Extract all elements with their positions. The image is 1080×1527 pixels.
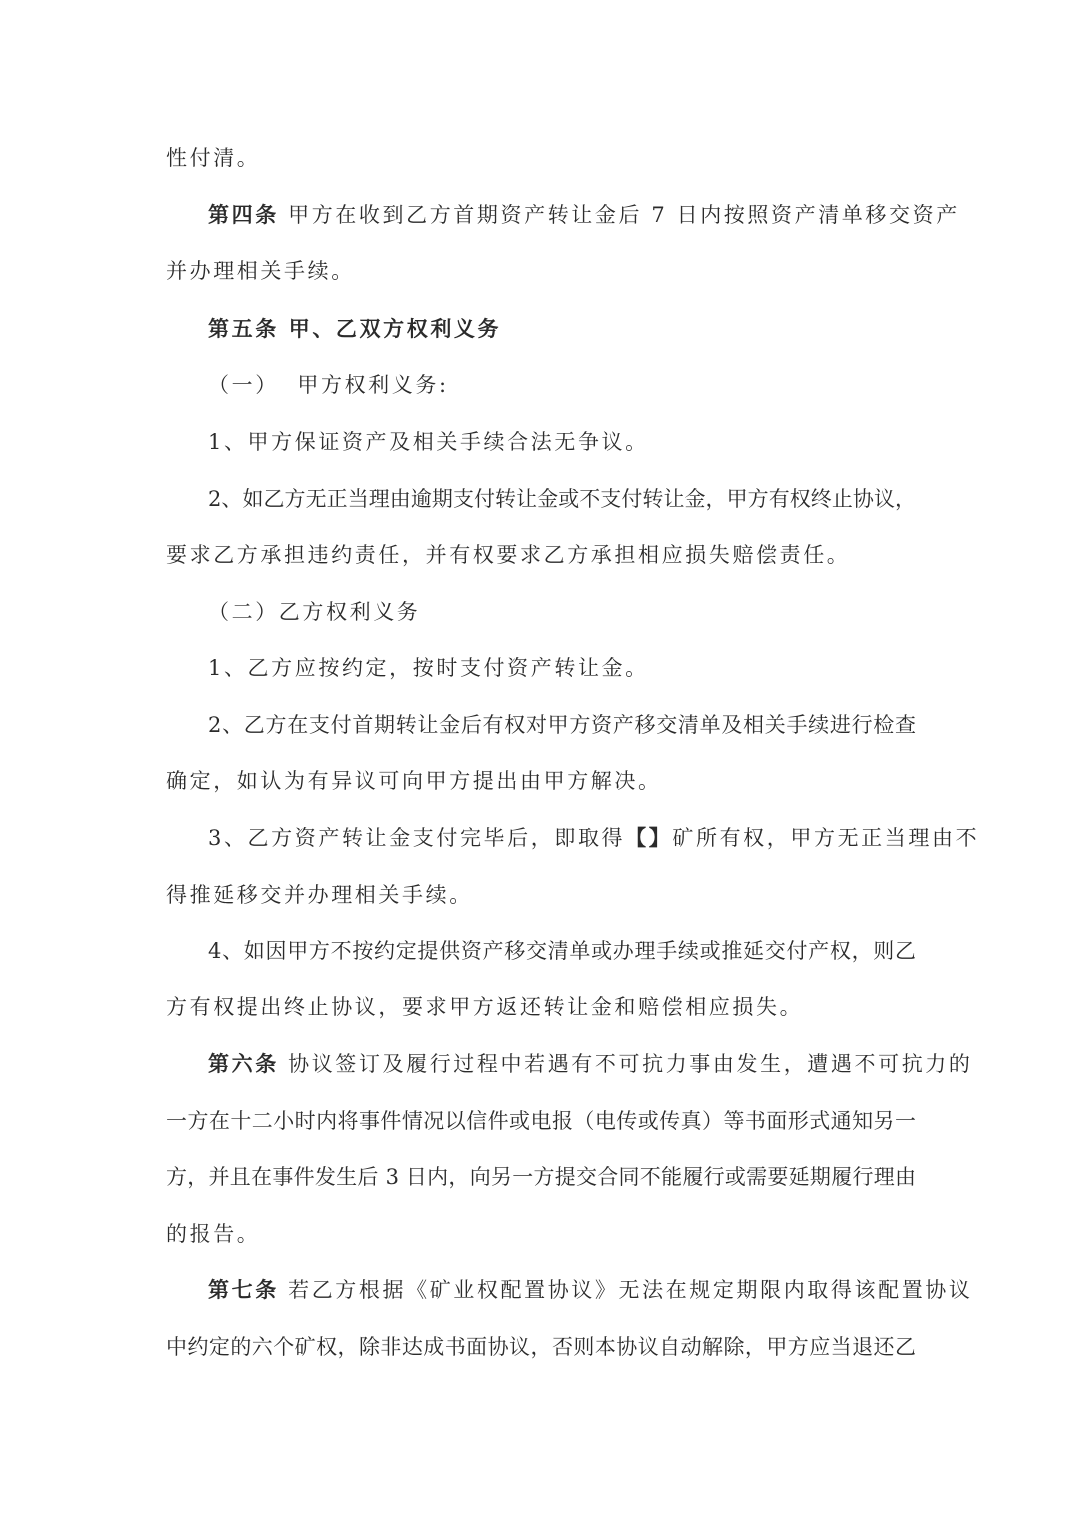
article-7: 第七条 若乙方根据《矿业权配置协议》无法在规定期限内取得该配置协议 [208,1277,973,1302]
article-label: 第四条 [208,202,279,227]
list-item: 1、甲方保证资产及相关手续合法无争议。 [208,430,649,454]
article-4: 第四条 甲方在收到乙方首期资产转让金后 7 日内按照资产清单移交资产 [208,202,960,227]
section-heading: （一） 甲方权利义务: [208,373,449,397]
text-line: 中约定的六个矿权，除非达成书面协议，否则本协议自动解除，甲方应当退还乙 [166,1335,916,1359]
text-line: 一方在十二小时内将事件情况以信件或电报（电传或传真）等书面形式通知另一 [166,1109,916,1133]
text-line: 要求乙方承担违约责任，并有权要求乙方承担相应损失赔偿责任。 [166,543,851,567]
text-line: 方有权提出终止协议，要求甲方返还转让金和赔偿相应损失。 [166,995,804,1019]
article-5-heading: 第五条 甲、乙双方权利义务 [208,316,502,341]
text-line: 方，并且在事件发生后 3 日内，向另一方提交合同不能履行或需要延期履行理由 [166,1165,916,1189]
text-line: 性付清。 [166,146,261,170]
text-line: 并办理相关手续。 [166,259,355,283]
list-item: 1、乙方应按约定，按时支付资产转让金。 [208,656,649,680]
list-item: 4、如因甲方不按约定提供资产移交清单或办理手续或推延交付产权，则乙 [208,939,916,963]
text-line: 的报告。 [166,1222,261,1246]
text-line: 得推延移交并办理相关手续。 [166,883,473,907]
article-label: 第六条 [208,1051,279,1076]
text-line: 确定，如认为有异议可向甲方提出由甲方解决。 [166,769,662,793]
list-item: 2、如乙方无正当理由逾期支付转让金或不支付转让金，甲方有权终止协议， [208,487,916,511]
list-item: 2、乙方在支付首期转让金后有权对甲方资产移交清单及相关手续进行检查 [208,713,916,737]
section-heading: （二）乙方权利义务 [208,600,421,624]
article-label: 第五条 [208,316,279,341]
list-item: 3、乙方资产转让金支付完毕后，即取得【】矿所有权，甲方无正当理由不 [208,825,980,850]
blank-bracket: 【】 [625,825,673,850]
article-label: 第七条 [208,1277,279,1302]
article-6: 第六条 协议签订及履行过程中若遇有不可抗力事由发生，遭遇不可抗力的 [208,1051,973,1076]
